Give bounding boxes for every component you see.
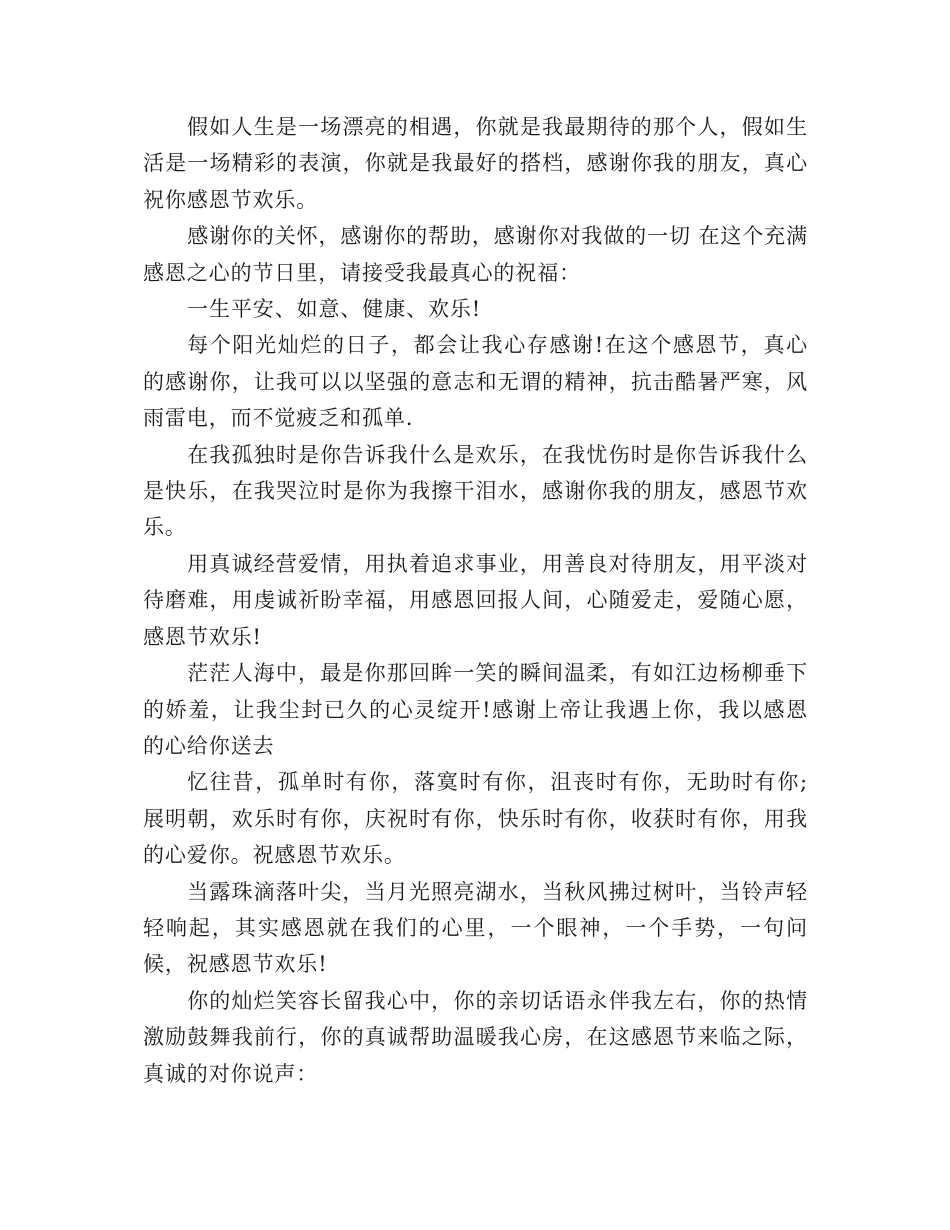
paragraph-7: 茫茫人海中，最是你那回眸一笑的瞬间温柔，有如江边杨柳垂下的娇羞，让我尘封已久的心灵绽开!感谢上帝让我遇上你，我以感恩的心给你送去 (143, 661, 808, 758)
paragraph-4: 每个阳光灿烂的日子，都会让我心存感谢!在这个感恩节，真心的感谢你，让我可以以坚强的意志和无谓的精神，抗击酷暑严寒，风雨雷电，而不觉疲乏和孤单. (143, 333, 808, 431)
paragraph-10: 你的灿烂笑容长留我心中，你的亲切话语永伴我左右，你的热情激励鼓舞我前行，你的真诚帮助温暖我心房，在这感恩节来临之际，真诚的对你说声： (143, 988, 808, 1086)
paragraph-1: 假如人生是一场漂亮的相遇，你就是我最期待的那个人，假如生活是一场精彩的表演，你就是我最好的搭档，感谢你我的朋友，真心祝你感恩节欢乐。 (143, 115, 808, 212)
document-body (143, 109, 808, 1092)
paragraph-5: 在我孤独时是你告诉我什么是欢乐，在我忧伤时是你告诉我什么是快乐，在我哭泣时是你为我擦干泪水，感谢你我的朋友，感恩节欢乐。 (143, 442, 808, 540)
paragraph-8: 忆往昔，孤单时有你，落寞时有你，沮丧时有你，无助时有你;展明朝，欢乐时有你，庆祝时有你，快乐时有你，收获时有你，用我的心爱你。祝感恩节欢乐。 (143, 770, 808, 868)
paragraph-3: 一生平安、如意、健康、欢乐! (187, 297, 482, 322)
paragraph-2: 感谢你的关怀，感谢你的帮助，感谢你对我做的一切 在这个充满感恩之心的节日里，请接受我最真心的祝福： (143, 224, 808, 285)
paragraph-6: 用真诚经营爱情，用执着追求事业，用善良对待朋友，用平淡对待磨难，用虔诚祈盼幸福，用感恩回报人间，心随爱走，爱随心愿，感恩节欢乐! (143, 551, 808, 649)
paragraph-9: 当露珠滴落叶尖，当月光照亮湖水，当秋风拂过树叶，当铃声轻轻响起，其实感恩就在我们的心里，一个眼神，一个手势，一句问候，祝感恩节欢乐! (143, 879, 808, 977)
